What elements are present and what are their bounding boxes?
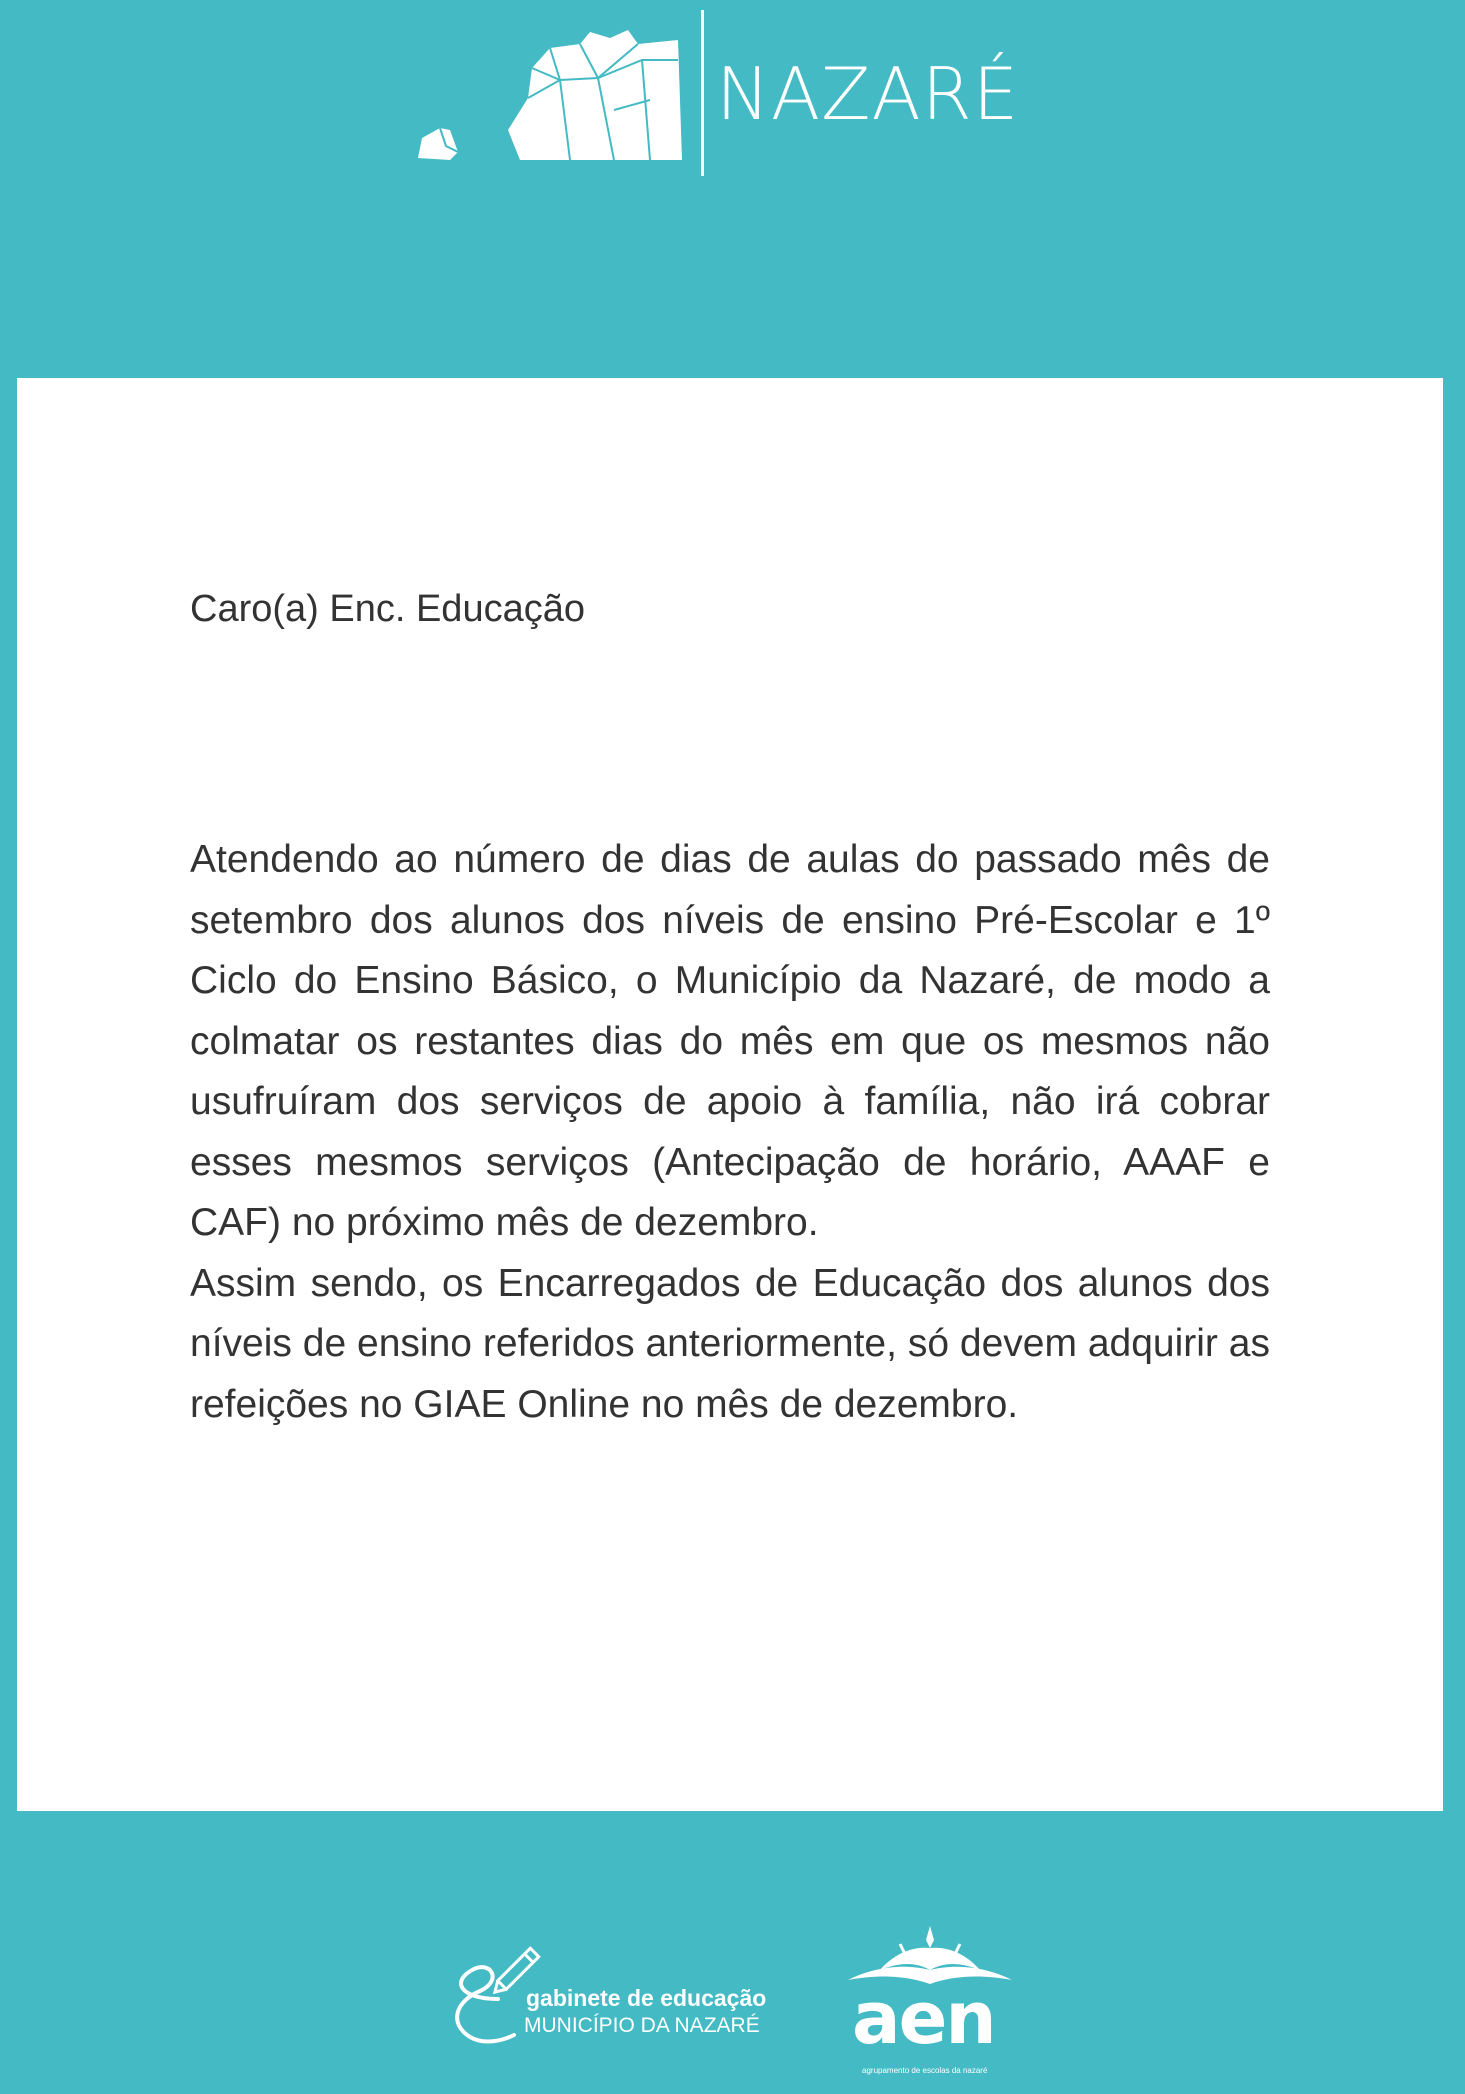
gabinete-title: gabinete de educação — [526, 1985, 767, 2011]
nazare-cliff-logo-icon — [410, 20, 685, 170]
brand-name: NAZARÉ — [716, 52, 1020, 136]
gabinete-educacao-logo — [440, 1941, 800, 2051]
letter-paragraph: Assim sendo, os Encarregados de Educação dos alunos dos níveis de ensino referidos anteriormente, só devem adquirir as refeições no GIAE Online no mês de dezembro. — [190, 1261, 1270, 1426]
footer — [0, 1811, 1465, 2094]
letter-body — [190, 830, 1270, 1435]
aen-wordmark: aen — [852, 1976, 995, 2060]
letter-greeting: Caro(a) Enc. Educação — [190, 588, 585, 630]
letter-card — [17, 378, 1443, 1811]
logo-divider — [701, 10, 704, 176]
letter-paragraph: Atendendo ao número de dias de aulas do passado mês de setembro dos alunos dos níveis de ensino Pré-Escolar e 1º Ciclo do Ensino Básico, o Município da Nazaré, de modo a colmatar os restantes dias do mês em que os mesmos não usufruíram dos serviços de apoio à família, não irá cobrar esses mesmos serviços (Antecipação de horário, AAAF e CAF) no próximo mês de dezembro. — [190, 838, 1270, 1244]
gabinete-subtitle: MUNICÍPIO DA NAZARÉ — [524, 2014, 760, 2037]
header — [0, 0, 1465, 378]
aen-logo — [840, 1926, 1020, 2076]
aen-subtitle: agrupamento de escolas da nazaré — [862, 2066, 988, 2075]
